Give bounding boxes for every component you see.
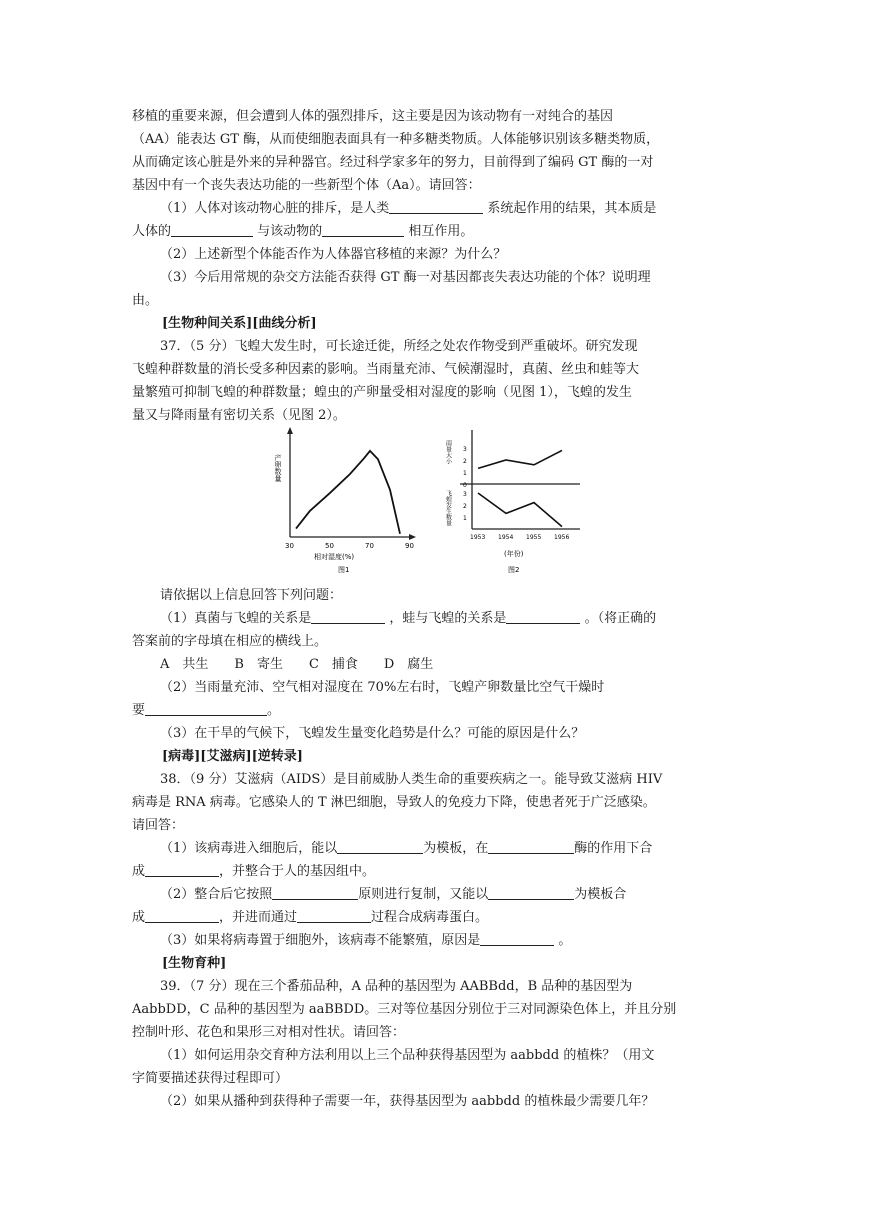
question-38-stem: 请回答： xyxy=(132,818,185,833)
question-39-2: （2）如果从播种到获得种子需要一年，获得基因型为 aabbdd 的植株最少需要几年？ xyxy=(160,1094,655,1109)
paragraph-line: （AA）能表达 GT 酶，从而使细胞表面具有一种多糖类物质。人体能够识别该多糖类物质， xyxy=(132,132,660,147)
question-37-2-cont xyxy=(132,701,742,721)
fig2-y-tick-label: 1 xyxy=(463,470,467,477)
fig2-locust-line xyxy=(478,493,562,527)
answer-blank[interactable] xyxy=(171,222,253,237)
fig1-x-tick-label: 30 xyxy=(285,542,294,550)
question-37-prompt: 请依据以上信息回答下列问题： xyxy=(160,588,343,603)
answer-blank[interactable] xyxy=(480,931,554,946)
section-heading: [病毒][艾滋病][逆转录] xyxy=(162,749,303,764)
question-36-3: （3）今后用常规的杂交方法能否获得 GT 酶一对基因都丧失表达功能的个体？说明理 xyxy=(160,270,651,285)
question-38-1 xyxy=(160,839,742,859)
question-39-1-cont: 字简要描述获得过程即可） xyxy=(132,1071,289,1086)
question-text: 人体的 xyxy=(132,224,172,239)
fig2-y-tick-label: 1 xyxy=(463,515,467,522)
question-36-2: （2）上述新型个体能否作为人体器官移植的来源？为什么？ xyxy=(160,247,507,262)
question-37-stem: 37．（5 分）飞蝗大发生时，可长途迁徙，所经之处农作物受到严重破坏。研究发现 xyxy=(160,339,638,354)
question-37-1 xyxy=(160,609,742,629)
question-36-3-cont: 由。 xyxy=(132,293,159,308)
paragraph-line: 从而确定该心脏是外来的异种器官。经过科学家多年的努力，目前得到了编码 GT 酶的一对 xyxy=(132,155,654,170)
section-heading: [生物种间关系][曲线分析] xyxy=(162,316,317,331)
question-text: 成 xyxy=(132,910,146,925)
question-38-2-cont xyxy=(132,908,742,928)
question-text: 为模板合 xyxy=(574,887,627,902)
question-text: 系统起作用的结果，其本质是 xyxy=(487,201,657,216)
question-36-1-cont xyxy=(132,222,742,242)
paragraph-line: 基因中有一个丧失表达功能的一些新型个体（Aa）。请回答： xyxy=(132,178,481,193)
fig2-rainfall-line xyxy=(478,450,562,468)
answer-blank[interactable] xyxy=(297,908,371,923)
fig2-x-ticks xyxy=(470,534,569,541)
question-text: （1）人体对该动物心脏的排斥，是人类 xyxy=(160,201,390,216)
question-37-stem: 量繁殖可抑制飞蝗的种群数量；蝗虫的产卵量受相对湿度的影响（见图 1），飞蝗的发生 xyxy=(132,385,632,400)
question-text: ，蛙与飞蝗的关系是 xyxy=(389,611,507,626)
fig2-y-tick-label: 3 xyxy=(463,446,467,453)
answer-blank[interactable] xyxy=(145,701,267,716)
answer-blank[interactable] xyxy=(311,609,385,624)
answer-blank[interactable] xyxy=(488,839,574,854)
fig2-x-tick-label: 1955 xyxy=(526,534,542,541)
question-37-2: （2）当雨量充沛、空气相对湿度在 70%左右时，飞蝗产卵数量比空气干燥时 xyxy=(160,680,605,695)
fig1-y-arrow xyxy=(287,427,293,434)
question-text: ，并进而通过 xyxy=(219,910,298,925)
fig2-x-tick-label: 1956 xyxy=(554,534,570,541)
question-37-options: A 共生 B 寄生 C 捕食 D 腐生 xyxy=(160,657,434,672)
question-38-stem: 病毒是 RNA 病毒。它感染人的 T 淋巴细胞，导致人的免疫力下降，使患者死于广泛感染。 xyxy=(132,795,656,810)
question-text: ，并整合于人的基因组中。 xyxy=(219,864,376,879)
question-36-1 xyxy=(160,199,742,219)
question-37-stem: 量又与降雨量有密切关系（见图 2）。 xyxy=(132,408,346,423)
question-text: （1）该病毒进入细胞后，能以 xyxy=(160,841,338,856)
question-38-3 xyxy=(160,931,742,951)
section-heading: [生物育种] xyxy=(162,956,227,971)
fig2-y-ticks xyxy=(463,446,467,522)
fig2-ylabel-top: 雨量大小 xyxy=(444,440,452,464)
answer-blank[interactable] xyxy=(389,199,483,214)
question-text: 。 xyxy=(558,933,572,948)
fig1-line xyxy=(296,451,400,534)
question-text: 与该动物的 xyxy=(257,224,323,239)
question-text: （3）如果将病毒置于细胞外，该病毒不能繁殖，原因是 xyxy=(160,933,481,948)
question-37-3: （3）在干旱的气候下，飞蝗发生量变化趋势是什么？可能的原因是什么？ xyxy=(160,726,585,741)
fig2-y-tick-label: 2 xyxy=(463,503,467,510)
fig1-x-tick-label: 70 xyxy=(365,542,374,550)
fig2-y-tick-label: 3 xyxy=(463,491,467,498)
question-text: 成 xyxy=(132,864,146,879)
fig1-x-tick-label: 90 xyxy=(405,542,414,550)
answer-blank[interactable] xyxy=(145,908,219,923)
question-39-1: （1）如何运用杂交育种方法利用以上三个品种获得基因型为 aabbdd 的植株？（用文 xyxy=(160,1048,655,1063)
fig1-x-arrow xyxy=(409,534,416,540)
question-37-1-cont: 答案前的字母填在相应的横线上。 xyxy=(132,634,328,649)
fig2-x-tick-label: 1954 xyxy=(498,534,514,541)
question-text: 要 xyxy=(132,703,146,718)
question-text: 为模板，在 xyxy=(423,841,489,856)
answer-blank[interactable] xyxy=(337,839,423,854)
answer-blank[interactable] xyxy=(272,885,358,900)
question-38-2 xyxy=(160,885,742,905)
fig1-ylabel: 产卵数量 xyxy=(274,454,282,482)
fig1-x-tick-label: 50 xyxy=(325,542,334,550)
fig2-y-tick-label: 2 xyxy=(463,458,467,465)
paragraph-line: 移植的重要来源，但会遭到人体的强烈排斥，这主要是因为该动物有一对纯合的基因 xyxy=(132,109,614,124)
question-38-1-cont xyxy=(132,862,742,882)
question-text: 原则进行复制，又能以 xyxy=(358,887,489,902)
question-text: 过程合成病毒蛋白。 xyxy=(371,910,489,925)
question-39-stem: 控制叶形、花色和果形三对相对性状。请回答： xyxy=(132,1025,406,1040)
fig1-xlabel: 相对湿度(%) xyxy=(314,553,355,561)
answer-blank[interactable] xyxy=(488,885,574,900)
question-text: 。（将正确的 xyxy=(584,611,657,626)
question-text: （2）整合后它按照 xyxy=(160,887,273,902)
question-37-stem: 飞蝗种群数量的消长受多种因素的影响。当雨量充沛、气候潮湿时，真菌、丝虫和蛙等大 xyxy=(132,362,640,377)
question-text: 酶的作用下合 xyxy=(574,841,653,856)
fig2-title: 图2 xyxy=(508,566,520,574)
question-text: （1）真菌与飞蝗的关系是 xyxy=(160,611,312,626)
figures-svg xyxy=(274,424,598,584)
answer-blank[interactable] xyxy=(145,862,219,877)
question-39-stem: 39．（7 分）现在三个番茄品种，A 品种的基因型为 AABBdd，B 品种的基因型为 xyxy=(160,979,633,994)
fig2-y-tick-label: 0 xyxy=(463,482,467,489)
question-text: 。 xyxy=(267,703,281,718)
fig1-x-ticks xyxy=(285,542,414,550)
answer-blank[interactable] xyxy=(322,222,404,237)
question-39-stem: AabbDD，C 品种的基因型为 aaBBDD。三对等位基因分别位于三对同源染色体上，并且分别 xyxy=(132,1002,677,1017)
figure-block xyxy=(274,424,598,584)
fig2-xlabel: (年份) xyxy=(504,550,524,558)
fig1-title: 图1 xyxy=(338,566,350,574)
fig2-x-tick-label: 1953 xyxy=(470,534,486,541)
fig2-ylabel-bottom: 飞蝗发生数量 xyxy=(444,490,452,526)
question-38-stem: 38．（9 分）艾滋病（AIDS）是目前威胁人类生命的重要疾病之一。能导致艾滋病 HIV xyxy=(160,772,663,787)
question-text: 相互作用。 xyxy=(408,224,474,239)
answer-blank[interactable] xyxy=(506,609,580,624)
